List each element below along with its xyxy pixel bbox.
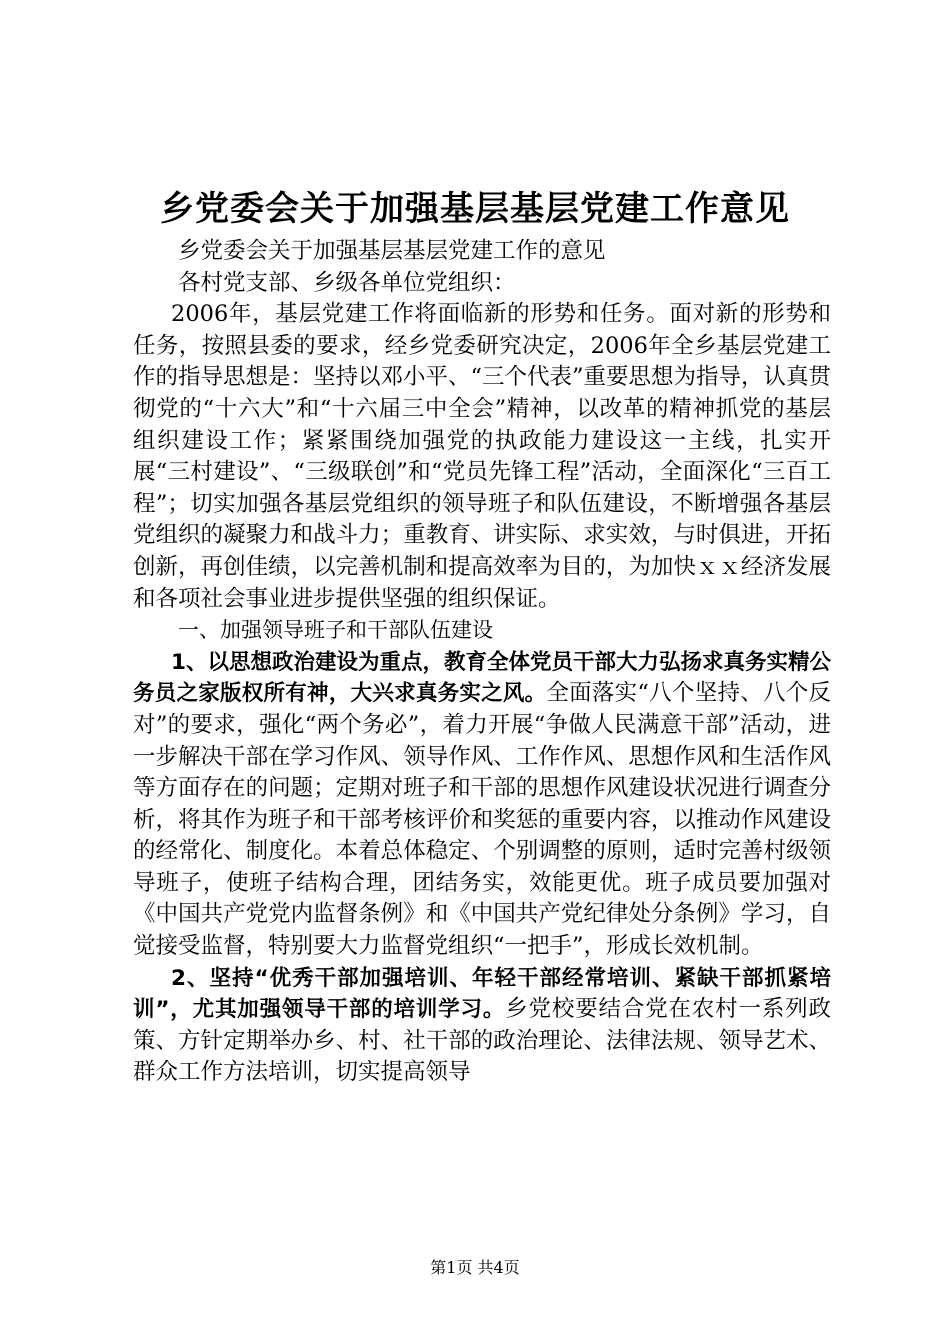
- document-body: [133, 236, 831, 1089]
- item-1-paragraph: [133, 647, 831, 963]
- item-1-text: 全面落实“八个坚持、八个反对”的要求，强化“两个务必”，着力开展“争做人民满意干部”活动，进一步解决干部在学习作风、领导作风、工作作风、思想作风和生活作风等方面存在的问题；定期对班子和干部的思想作风建设状况进行调查分析，将其作为班子和干部考核评价和奖惩的重要内容，以推动作风建设的经常化、制度化。本着总体稳定、个别调整的原则，适时完善村级领导班子，使班子结构合理，团结务实，效能更优。班子成员要加强对《中国共产党党内监督条例》和《中国共产党纪律处分条例》学习，自觉接受监督，特别要大力监督党组织“一把手”，形成长效机制。: [133, 680, 831, 960]
- intro-paragraph: 2006年，基层党建工作将面临新的形势和任务。面对新的形势和任务，按照县委的要求，经乡党委研究决定，2006年全乡基层党建工作的指导思想是：坚持以邓小平、“三个代表”重要思想为指导，认真贯彻党的“十六大”和“十六届三中全会”精神，以改革的精神抓党的基层组织建设工作；紧紧围绕加强党的执政能力建设这一主线，扎实开展“三村建设”、“三级联创”和“党员先锋工程”活动，全面深化“三百工程”；切实加强各基层党组织的领导班子和队伍建设，不断增强各基层党组织的凝聚力和战斗力；重教育、讲实际、求实效，与时俱进，开拓创新，再创佳绩，以完善机制和提高效率为目的，为加快ｘｘ经济发展和各项社会事业进步提供坚强的组织保证。: [133, 301, 832, 612]
- document-subtitle: 乡党委会关于加强基层基层党建工作的意见: [178, 238, 606, 264]
- page-footer: 第1页 共4页: [430, 1258, 520, 1277]
- document-title: 乡党委会关于加强基层基层党建工作意见: [160, 189, 790, 229]
- item-2-paragraph: [133, 963, 831, 1089]
- salutation: 各村党支部、乡级各单位党组织：: [178, 269, 516, 296]
- item-2-lead: 2、坚持“优秀干部加强培训、年轻干部经常培训、紧缺干部抓紧培训”，尤其加强领导干部的培训学习。: [133, 965, 831, 1023]
- item-1-lead: 1、以思想政治建设为重点，教育全体党员干部大力弘扬求真务实精公务员之家版权所有神，大兴求真务实之风。: [133, 649, 831, 707]
- section-heading-1: 一、加强领导班子和干部队伍建设: [178, 618, 493, 643]
- item-2-text: 乡党校要结合党在农村一系列政策、方针定期举办乡、村、社干部的政治理论、法律法规、领导艺术、群众工作方法培训，切实提高领导: [133, 996, 831, 1086]
